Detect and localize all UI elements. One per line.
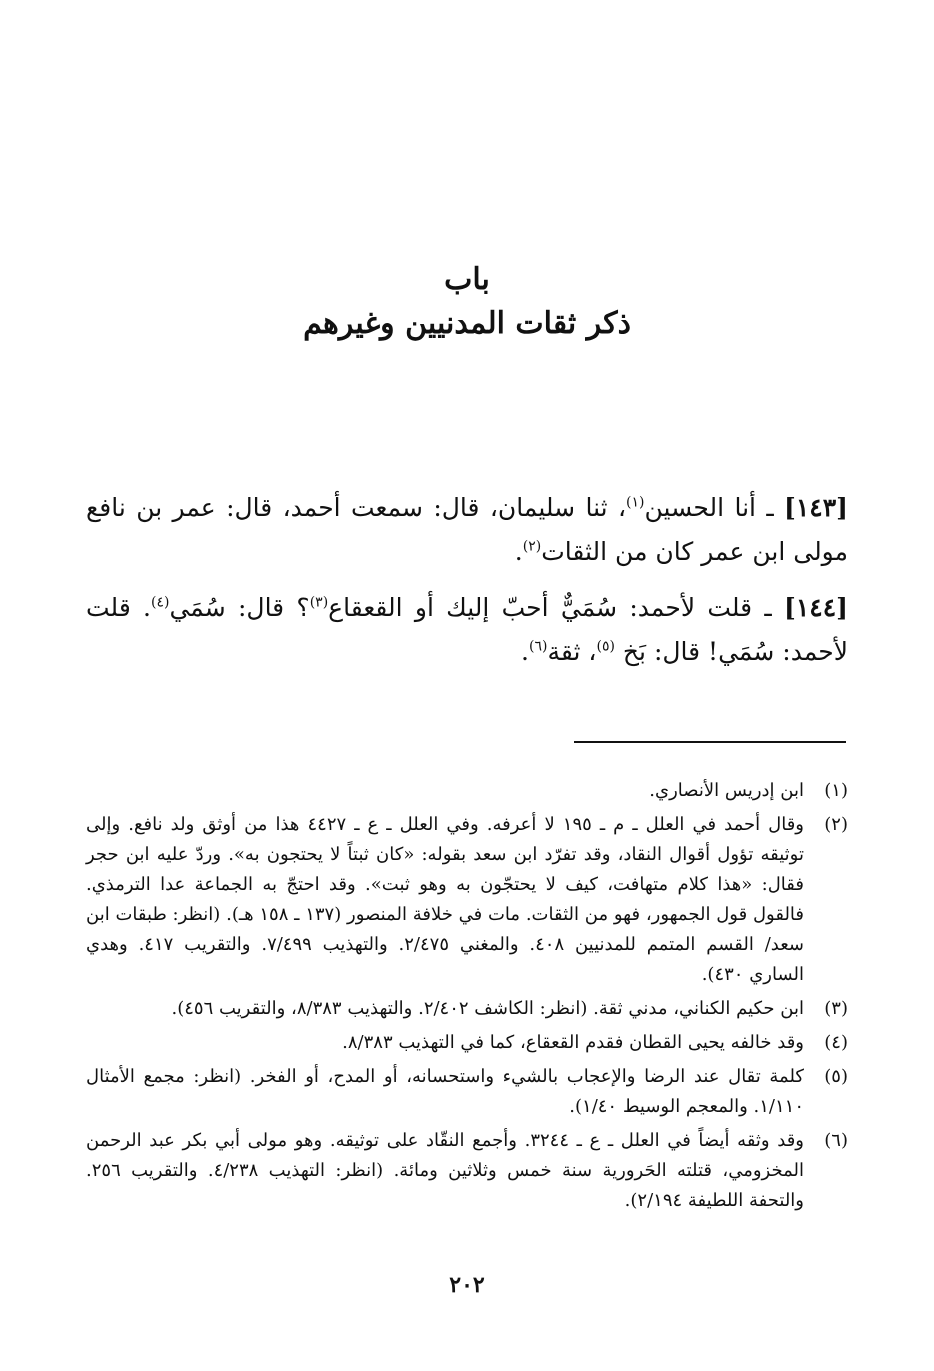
footnote-marker[interactable]: (٣): [309, 594, 329, 611]
footnote-number: (٤): [824, 1032, 848, 1053]
footnote-number: (٦): [824, 1130, 848, 1151]
page-number: ٢٠٢: [449, 1272, 485, 1298]
entry-text: ، ثنا سليمان، قال: سمعت أحمد، قال: عمر بن نافع مولى ابن عمر كان من الثقات: [86, 493, 848, 566]
entry-text: .: [514, 537, 523, 566]
footnote-number: (١): [824, 780, 848, 801]
entry-144: [86, 586, 848, 674]
chapter-title: ذكر ثقات المدنيين وغيرهم: [303, 306, 631, 341]
footnote-item: [86, 1062, 848, 1122]
footnote-text: وقد خالفه يحيى القطان فقدم القعقاع، كما في التهذيب ٨/٣٨٣.: [342, 1032, 804, 1053]
entry-number: [١٤٤]: [784, 593, 848, 622]
entry-text: ـ أنا الحسين: [644, 493, 785, 522]
entry-number: [١٤٣]: [784, 493, 849, 522]
entry-text: . قلت لأحمد: سُمَي! قال: بَخ: [86, 593, 848, 666]
entry-text: ؟ قال: سُمَي: [169, 593, 310, 622]
entry-text: ـ قلت لأحمد: سُمَيٌّ أحبّ إليك أو القعقاع: [328, 593, 785, 622]
footnote-item: [86, 1126, 848, 1216]
chapter-kicker: باب: [444, 262, 490, 297]
footnote-marker[interactable]: (٤): [151, 594, 170, 611]
footnote-text: وقد وثقه أيضاً في العلل ـ ع ـ ٣٢٤٤. وأجمع النقّاد على توثيقه. وهو مولى أبي بكر عبد الرحمن المخزومي، قتلته الحَرورية سنة خمس وثلاثين ومائة. (انظر: التهذيب ٤/٢٣٨. والتقريب ٢٥٦. والتحفة اللطيفة ٢/١٩٤).: [86, 1130, 804, 1211]
footnote-item: [86, 810, 848, 990]
footnote-item: [86, 994, 848, 1024]
footnote-marker[interactable]: (٢): [522, 538, 542, 555]
footnote-marker[interactable]: (١): [626, 494, 645, 511]
footnote-text: ابن حكيم الكناني، مدني ثقة. (انظر: الكاشف ٢/٤٠٢. والتهذيب ٨/٣٨٣، والتقريب ٤٥٦).: [171, 998, 804, 1019]
footnotes: [86, 776, 848, 1220]
footnote-separator: [574, 741, 846, 743]
footnote-text: وقال أحمد في العلل ـ م ـ ١٩٥ لا أعرفه. وفي العلل ـ ع ـ ٤٤٢٧ هذا من أوثق ولد نافع. وإلى توثيقه تؤول أقوال النقاد، وقد تفرّد ابن سعد بقوله: «كان ثبتاً لا يحتجون به». وردّ عليه ابن حجر فقال: «هذا كلام متهافت، كيف لا يحتجّون به وهو ثبت». وقد احتجّ به الجماعة عدا الترمذي. فالقول قول الجمهور، فهو من الثقات. مات في خلافة المنصور (١٣٧ ـ ١٥٨ هـ). (انظر: طبقات ابن سعد/ القسم المتمم للمدنيين ٤٠٨. والمغني ٢/٤٧٥. والتهذيب ٧/٤٩٩. والتقريب ٤١٧. وهدي الساري ٤٣٠).: [86, 814, 805, 985]
footnote-marker[interactable]: (٥): [596, 638, 615, 655]
footnote-number: (٥): [824, 1066, 848, 1087]
footnote-marker[interactable]: (٦): [528, 638, 548, 655]
footnote-number: (٣): [824, 998, 848, 1019]
entry-143: [86, 486, 848, 574]
footnote-item: [86, 1028, 848, 1058]
entry-text: .: [521, 637, 529, 666]
footnote-text: ابن إدريس الأنصاري.: [649, 780, 804, 801]
main-text: [86, 486, 848, 686]
footnote-item: [86, 776, 848, 806]
entry-text: ، ثقة: [547, 637, 597, 666]
footnote-number: (٢): [824, 814, 848, 835]
chapter-heading: [0, 258, 934, 346]
footnote-text: كلمة تقال عند الرضا والإعجاب بالشيء واستحسانه، أو المدح، أو الفخر. (انظر: مجمع الأمثال ١/١١٠. والمعجم الوسيط ١/٤٠).: [86, 1066, 804, 1117]
